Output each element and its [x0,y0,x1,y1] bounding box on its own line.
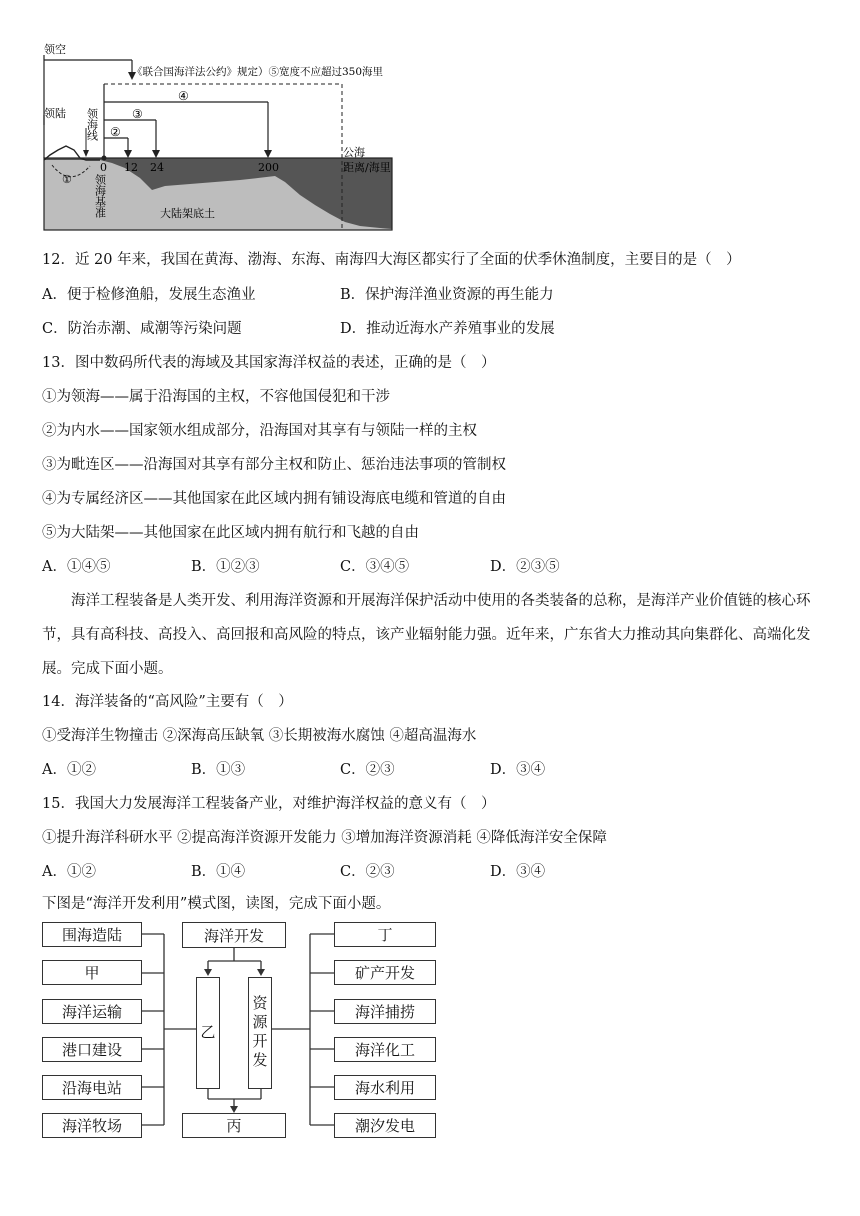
tick-200: 200 [258,161,279,174]
q13-option-c[interactable]: C．③④⑤ [340,559,410,575]
q13-option-b[interactable]: B．①②③ [191,559,260,575]
q14-items: ①受海洋生物撞击 ②深海高压缺氧 ③长期被海水腐蚀 ④超高温海水 [42,728,477,744]
label-territorial-line: 领海线 [85,108,99,141]
q14-option-a[interactable]: A．①② [42,762,96,778]
label-high-seas: 公海 [343,146,365,159]
tick-0: 0 [100,161,107,174]
mark-2: ② [110,125,121,139]
q14-option-d[interactable]: D．③④ [490,762,546,778]
middle-left-box: 乙 [196,977,220,1089]
mark-4: ④ [178,89,189,103]
left-box-1: 围海造陆 [42,922,142,947]
q15-option-d[interactable]: D．③④ [490,864,546,880]
q13-statement-3: ③为毗连区——沿海国对其享有部分主权和防止、惩治违法事项的管制权 [42,457,506,473]
left-box-5: 沿海电站 [42,1075,142,1100]
label-distance: 距离/海里 [343,161,391,174]
q12-option-a[interactable]: A．便于检修渔船，发展生态渔业 [42,287,256,303]
q12-stem: 12．近 20 年来，我国在黄海、渤海、东海、南海四大海区都实行了全面的伏季休渔制度，主要目的是（ ） [42,252,741,268]
right-box-5: 海水利用 [334,1075,436,1100]
label-land: 领陆 [44,107,66,120]
left-box-6: 海洋牧场 [42,1113,142,1138]
right-box-4: 海洋化工 [334,1037,436,1062]
q15-stem: 15．我国大力发展海洋工程装备产业，对维护海洋权益的意义有（ ） [42,796,496,812]
q15-option-c[interactable]: C．②③ [340,864,395,880]
left-box-3: 海洋运输 [42,999,142,1024]
label-baseline: 领海基准 [93,174,107,218]
right-box-6: 潮汐发电 [334,1113,436,1138]
mark-1: ① [62,173,72,186]
label-airspace: 领空 [44,43,66,56]
q13-statement-1: ①为领海——属于沿海国的主权，不容他国侵犯和干涉 [42,389,390,405]
maritime-zones-diagram [0,0,420,238]
q14-option-c[interactable]: C．②③ [340,762,395,778]
passage: 海洋工程装备是人类开发、利用海洋资源和开展海洋保护活动中使用的各类装备的总称，是海洋产业价值链的核心环节，具有高科技、高投入、高回报和高风险的特点，该产业辐射能力强。近年来，广东省大力推动其向集群化、高端化发展。完成下面小题。 [42,593,811,677]
q13-stem: 13．图中数码所代表的海域及其国家海洋权益的表述，正确的是（ ） [42,355,496,371]
q13-option-a[interactable]: A．①④⑤ [42,559,111,575]
right-box-2: 矿产开发 [334,960,436,985]
tick-24: 24 [150,161,164,174]
q13-option-d[interactable]: D．②③⑤ [490,559,560,575]
bottom-box: 丙 [182,1113,286,1138]
q13-statement-2: ②为内水——国家领水组成部分，沿海国对其享有与领陆一样的主权 [42,423,477,439]
label-shelf: 大陆架底土 [160,207,215,220]
q15-option-a[interactable]: A．①② [42,864,96,880]
left-box-4: 港口建设 [42,1037,142,1062]
tick-12: 12 [124,161,138,174]
q14-stem: 14．海洋装备的“高风险”主要有（ ） [42,694,293,710]
middle-right-box: 资源开发 [248,977,272,1089]
q13-statement-4: ④为专属经济区——其他国家在此区域内拥有铺设海底电缆和管道的自由 [42,491,506,507]
label-convention: 《联合国海洋法公约》规定）⑤宽度不应超过350海里 [132,66,384,78]
q12-option-c[interactable]: C．防治赤潮、咸潮等污染问题 [42,321,242,337]
q13-statement-5: ⑤为大陆架——其他国家在此区域内拥有航行和飞越的自由 [42,525,419,541]
left-box-2: 甲 [42,960,142,985]
q12-option-b[interactable]: B．保护海洋渔业资源的再生能力 [340,287,554,303]
right-box-3: 海洋捕捞 [334,999,436,1024]
right-box-1: 丁 [334,922,436,947]
ocean-development-diagram [0,915,460,1150]
q15-option-b[interactable]: B．①④ [191,864,246,880]
mark-3: ③ [132,107,143,121]
top-box: 海洋开发 [182,922,286,948]
q15-items: ①提升海洋科研水平 ②提高海洋资源开发能力 ③增加海洋资源消耗 ④降低海洋安全保障 [42,830,607,846]
figure2-intro: 下图是“海洋开发利用”模式图，读图，完成下面小题。 [42,896,391,912]
q12-option-d[interactable]: D．推动近海水产养殖事业的发展 [340,321,555,337]
q14-option-b[interactable]: B．①③ [191,762,246,778]
